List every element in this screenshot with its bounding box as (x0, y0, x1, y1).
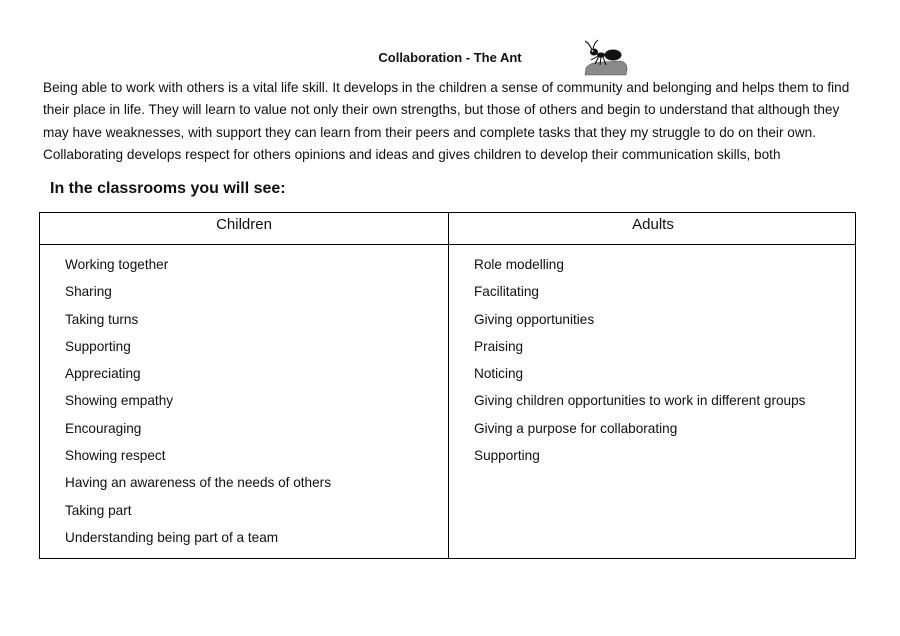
document-title: Collaboration - The Ant (378, 50, 522, 65)
intro-paragraph: Being able to work with others is a vital life skill. It develops in the children a sense of community and belonging and helps them to find their place in life. They will learn to value not only their own strengths, but those of others and begin to understand that although they may have weaknesses, with support they can learn from their peers and complete tasks that they my struggle to do on their own. Collaborating develops respect for others opinions and ideas and gives children to develop their communication skills, both (43, 80, 850, 162)
children-item: Showing empathy (65, 393, 174, 409)
adults-item: Role modelling (474, 257, 564, 272)
adults-item: Facilitating (474, 284, 539, 300)
section-subheading: In the classrooms you will see: (50, 180, 286, 197)
children-item: Working together (65, 257, 169, 272)
adults-item: Giving children opportunities to work in different groups (474, 393, 806, 409)
adults-column-header: Adults (632, 216, 674, 233)
children-item: Showing respect (65, 448, 166, 464)
adults-item: Supporting (474, 448, 540, 464)
adults-list (474, 256, 805, 474)
children-column-header: Children (216, 216, 272, 233)
adults-item: Praising (474, 338, 524, 354)
ant-icon (580, 38, 630, 78)
observation-table (39, 212, 856, 559)
adults-item: Noticing (474, 366, 524, 382)
children-item: Having an awareness of the needs of others (65, 475, 332, 491)
children-item: Appreciating (65, 366, 141, 382)
adults-item: Giving opportunities (474, 311, 595, 327)
children-item: Understanding being part of a team (65, 529, 279, 545)
children-item: Taking turns (65, 311, 139, 327)
adults-item: Giving a purpose for collaborating (474, 420, 678, 436)
children-item: Taking part (65, 502, 132, 518)
children-item: Supporting (65, 338, 131, 354)
children-list (65, 256, 331, 556)
table-header-divider (40, 244, 855, 245)
children-item: Sharing (65, 284, 112, 300)
table-column-divider (448, 213, 449, 558)
children-item: Encouraging (65, 420, 142, 436)
